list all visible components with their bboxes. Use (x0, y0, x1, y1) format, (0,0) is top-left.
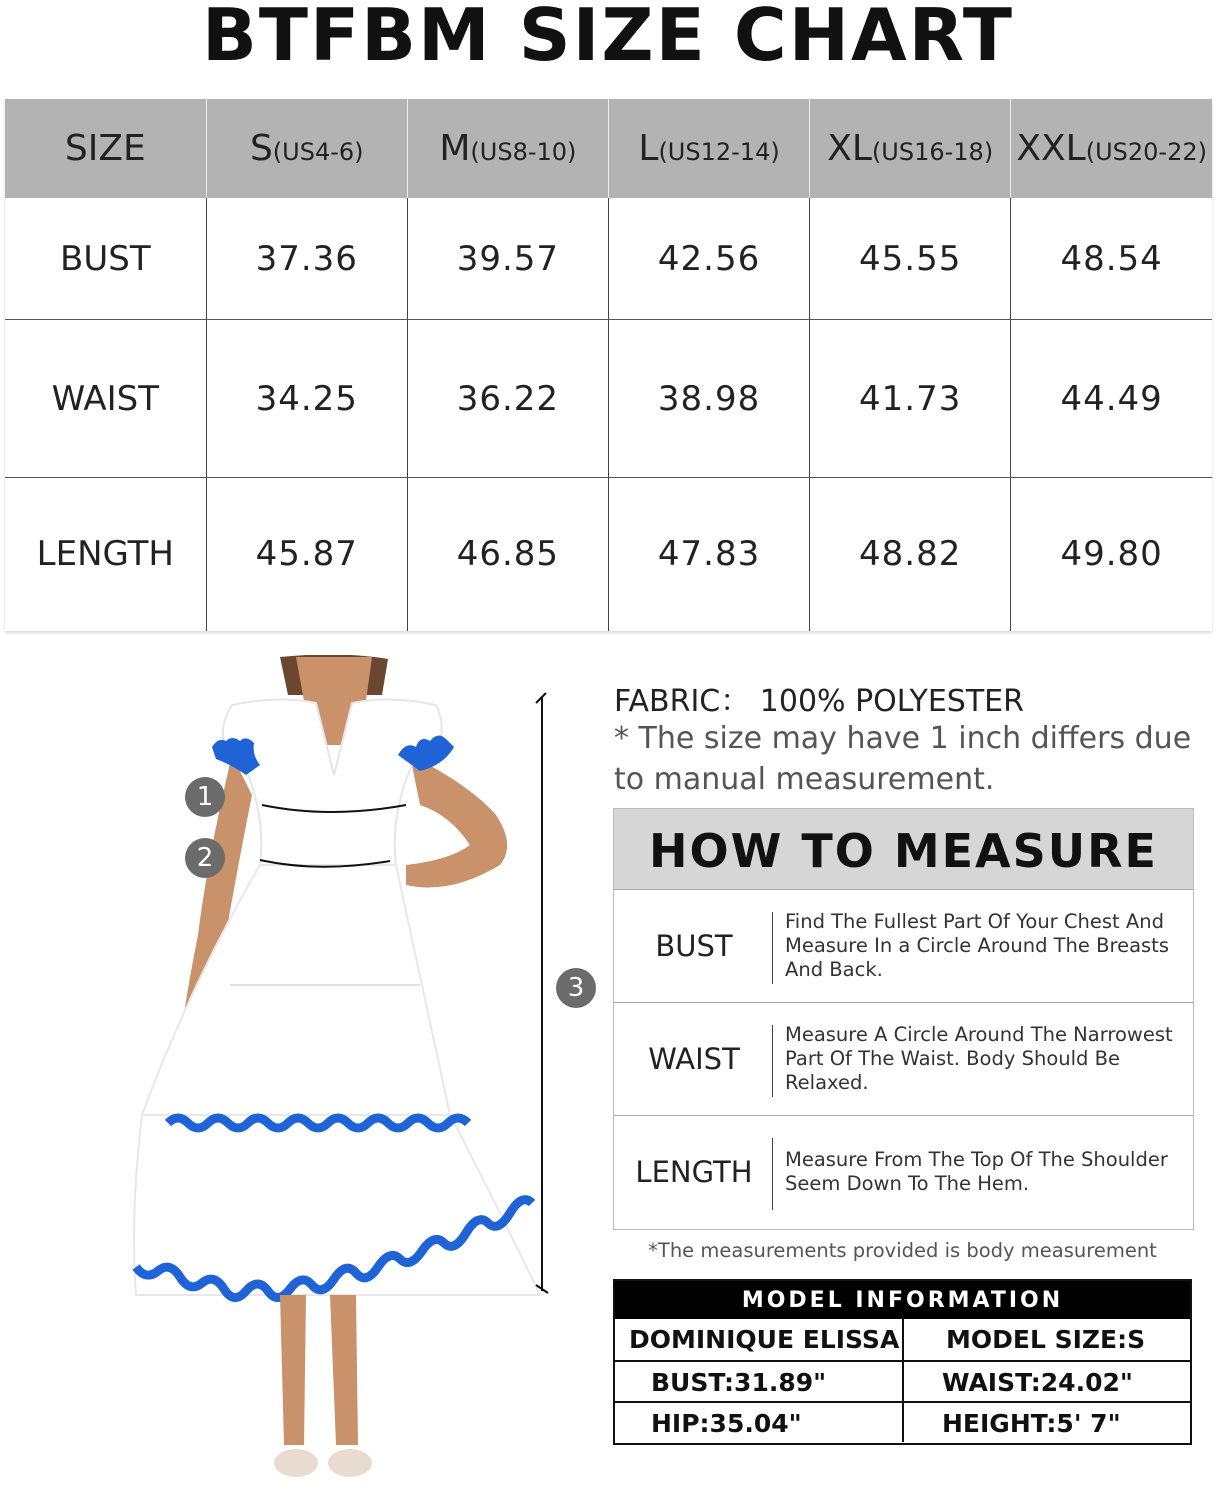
size-header-row (5, 99, 1212, 198)
size-note: * The size may have 1 inch differs due to manual measurement. (614, 721, 1192, 797)
model-name: DOMINIQUE ELISSA (615, 1319, 904, 1360)
size-header-label: SIZE (5, 99, 206, 198)
model-height: HEIGHT:5' 7" (904, 1401, 1192, 1442)
table-cell: 38.98 (608, 320, 809, 477)
model-hip: HIP:35.04" (615, 1401, 904, 1442)
model-waist: WAIST:24.02" (904, 1360, 1192, 1401)
table-cell: 45.87 (206, 477, 407, 631)
table-cell: 49.80 (1060, 534, 1163, 575)
measure-row-waist (614, 1002, 1193, 1115)
size-chart-table (5, 99, 1212, 631)
table-cell: 44.49 (1011, 320, 1212, 477)
table-cell: 36.22 (407, 320, 608, 477)
measure-description: Find The Fullest Part Of Your Chest And Measure In a Circle Around The Breasts And Back. (785, 910, 1169, 981)
table-cell: 45.55 (810, 198, 1011, 320)
divider (772, 912, 773, 984)
model-bust: BUST:31.89" (615, 1360, 904, 1401)
size-header-xxl: XXL(US20-22) (1011, 99, 1212, 198)
measurement-footnote: *The measurements provided is body measurement (648, 1239, 1157, 1262)
model-dress-illustration (120, 655, 560, 1500)
fabric-info: FABRIC： 100% POLYESTER (614, 684, 1024, 719)
how-to-measure-heading: HOW TO MEASURE (614, 809, 1193, 889)
table-cell: 39.57 (407, 198, 608, 320)
table-cell: 34.25 (206, 320, 407, 477)
size-header-s: S(US4-6) (206, 99, 407, 198)
page-title: BTFBM SIZE CHART (201, 0, 1014, 77)
row-label: BUST (5, 198, 206, 320)
table-cell: 48.54 (1011, 198, 1212, 320)
measure-badge-1: 1 (185, 777, 225, 817)
table-cell: 37.36 (206, 198, 407, 320)
size-header-m: M(US8-10) (407, 99, 608, 198)
table-cell: 42.56 (608, 198, 809, 320)
table-cell: 41.73 (810, 320, 1011, 477)
size-header-l: L(US12-14) (608, 99, 809, 198)
divider (772, 1025, 773, 1097)
table-row-bust (5, 198, 1212, 320)
row-label: WAIST (5, 320, 206, 477)
measure-label: WAIST (648, 1042, 740, 1076)
table-cell: 47.83 (608, 477, 809, 631)
measure-description: Measure A Circle Around The Narrowest Part Of The Waist. Body Should Be Relaxed. (785, 1023, 1173, 1094)
divider (772, 1138, 773, 1210)
measure-description: Measure From The Top Of The Shoulder Seem Down To The Hem. (785, 1148, 1168, 1195)
model-information-table (613, 1279, 1192, 1445)
table-cell: 46.85 (407, 477, 608, 631)
measure-badge-2: 2 (185, 838, 225, 878)
measure-label: BUST (655, 929, 733, 963)
row-label: LENGTH (5, 477, 206, 631)
measure-badge-3: 3 (556, 968, 596, 1008)
size-header-xl: XL(US16-18) (810, 99, 1011, 198)
table-row-length (5, 477, 1212, 631)
model-information-heading: MODEL INFORMATION (615, 1281, 1190, 1319)
table-cell: 48.82 (810, 477, 1011, 631)
model-size: MODEL SIZE:S (946, 1325, 1146, 1354)
measure-row-bust (614, 889, 1193, 1002)
table-row-waist (5, 320, 1212, 477)
measure-row-length (614, 1115, 1193, 1228)
how-to-measure-panel (613, 808, 1194, 1230)
measure-label: LENGTH (635, 1155, 753, 1189)
